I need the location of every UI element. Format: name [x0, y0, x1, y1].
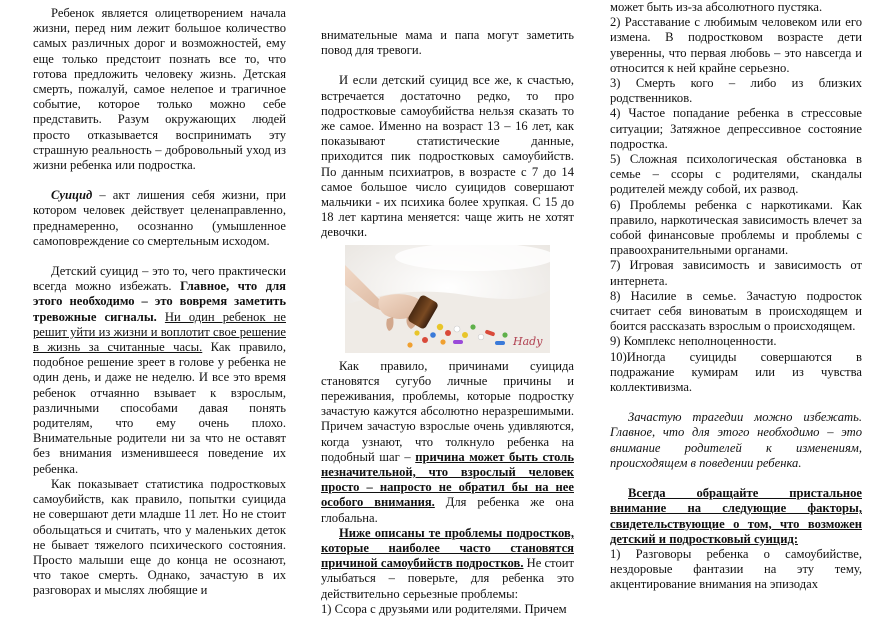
problem-item-10: 10)Иногда суициды совершаются в подражание кумирам или из чувства коллективизма.	[610, 349, 862, 395]
problems-heading: Ниже описаны те проблемы подростков, которые наиболее часто становятся причиной самоубийств подростков.	[321, 525, 574, 571]
illustration-image	[345, 245, 550, 353]
hand-pills-illustration	[345, 245, 550, 353]
reasons-paragraph	[321, 359, 574, 526]
problem-item-3: 3) Смерть кого – либо из близких родственников.	[610, 76, 862, 106]
spacer-text	[157, 310, 165, 324]
problem-item-7: 7) Игровая зависимость и зависимость от интернета.	[610, 258, 862, 288]
reasons-lead: Как правило, причинами суицида становятся сугубо личные причины и переживания, проблемы, которые подростку зачастую кажутся абсолютно неразрешимыми. Причем зачастую взрослые очень удивляются, когда узнают, что толкнуло ребенка на подобный шаг –	[321, 358, 574, 464]
problem-item-8: 8) Насилие в семье. Зачастую подросток считает себя виноватым в происходящем и боится рассказать взрослым о происходящем.	[610, 288, 862, 334]
intro-paragraph: Ребенок является олицетворением начала жизни, перед ним лежит большое количество самых различных дорог и возможностей, ему еще только предстоит познать все то, что готова предложить человеку жизнь. Детская смерть, пожалуй, самое нелепое и трагичное событие, которое только можно себе представить. Разум окружающих людей просто отказывается воспринимать эту страшную реальность – добровольный уход из жизни ребенка или подростка.	[33, 6, 286, 173]
problem-item-5: 5) Сложная психологическая обстановка в семье – ссоры с родителями, скандалы родителей между собой, их развод.	[610, 152, 862, 197]
column-middle	[321, 28, 574, 617]
continued-paragraph: внимательные мама и папа могут заметить повод для тревоги.	[321, 28, 574, 58]
column-right	[610, 0, 862, 593]
teen-statistics-paragraph: И если детский суицид все же, к счастью, встречается достаточно редко, то про подростковые самоубийства нельзя сказать то же самое. Именно на возраст 13 – 16 лет, как показывают статистические данные, приходится пик подростковых самоубийств. По данным психиатров, в возрасте с 7 до 14 самое большое число суицидов совершают мальчики - их психика более хрупкая. С 15 до 18 лет картина меняется: чаще жить не хотят девочки.	[321, 73, 574, 240]
continued-item-1: может быть из-за абсолютного пустяка.	[610, 0, 823, 14]
image-watermark: Hady	[513, 334, 543, 348]
child-suicide-rest: Как правило, подобное решение зреет в голове у ребенка не один день, и даже не неделю. И все это время ребенок отчаянно взывает к взрослым, различными способами давая понять родителям, что ему очень плохо. Внимательные родители ни за что не оставят без внимания изменившееся поведение их ребенка.	[33, 340, 286, 476]
key-statement-underlined: Ни один ребенок не решит уйти из жизни и воплотит свое решение в жизнь за считанные часы.	[33, 309, 287, 355]
reasons-rest: Для ребенка же она глобальна.	[321, 495, 574, 525]
term-suicide: Суицид	[51, 188, 93, 203]
problem-item-6: 6) Проблемы ребенка с наркотиками. Как правило, наркотическая зависимость влечет за собой финансовые проблемы и проблемы с правоохранительными органами.	[610, 197, 862, 258]
key-warning-bold: Главное, что для этого необходимо – это вовремя заметить тревожные сигналы.	[33, 279, 286, 324]
factor-item-1: 1) Разговоры ребенка о самоубийстве, нездоровые фантазии на эту тему, акцентирование внимания на эпизодах	[610, 546, 862, 592]
problem-item-2: 2) Расставание с любимым человеком или его измена. В подростковом возрасте дети уверенны, что первая любовь – это навсегда и относится к ней крайне серьезно.	[610, 15, 862, 75]
problem-item-4: 4) Частое попадание ребенка в стрессовые ситуации; Затяжное депрессивное состояние подростка.	[610, 106, 862, 151]
problems-intro-paragraph	[321, 526, 574, 602]
problem-item-1: 1) Ссора с друзьями или родителями. Причем	[321, 601, 567, 616]
reasons-emphasis: причина может быть столь незначительной, что взрослый человек просто – напросто не обратил бы на нее особого внимания.	[321, 449, 574, 510]
italic-note: Зачастую трагедии можно избежать. Главное, что для этого необходимо – это внимание родителей к изменениям, происходящем в поведении ребенка.	[610, 410, 862, 470]
child-suicide-paragraph	[33, 264, 286, 477]
definition-paragraph	[33, 188, 286, 249]
warning-factors-heading: Всегда обращайте пристальное внимание на следующие факторы, свидетельствующие о том, что возможен детский и подростковый суицид:	[610, 486, 862, 546]
problems-intro-rest: Не стоит улыбаться – поверьте, для ребенка это действительно серьезные проблемы:	[321, 556, 574, 601]
statistics-paragraph: Как показывает статистика подростковых самоубийств, как правило, попытки суицида не совершают дети младше 11 лет. Но не стоит обольщаться и считать, что у маленьких деток не бывает тяжелого психического состояния. Просто малыши еще до конца не осознают, что такое смерть. Однако, зачастую в их разговорах и мыслях любящие и	[33, 476, 286, 598]
column-left	[33, 6, 286, 599]
child-suicide-lead: Детский суицид – это то, чего практически всегда можно избежать.	[33, 264, 286, 294]
problem-item-9: 9) Комплекс неполноценности.	[610, 334, 777, 349]
definition-text: – акт лишения себя жизни, при котором человек действует целенаправленно, преднамеренно, осознанно (умышленное самоповреждение со смертельным исходом.	[33, 188, 286, 248]
